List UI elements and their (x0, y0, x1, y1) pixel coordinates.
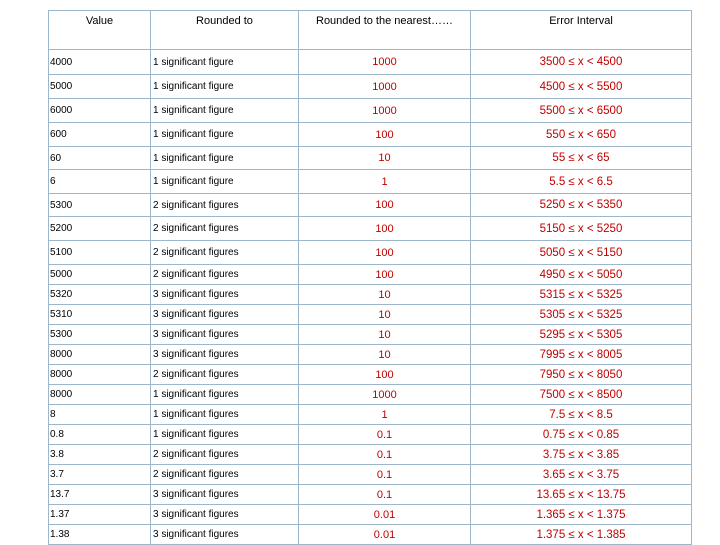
cell-value: 5300 (49, 194, 151, 217)
cell-rounded-to: 1 significant figure (151, 50, 299, 75)
table-row (49, 99, 692, 123)
cell-nearest: 0.01 (299, 505, 471, 525)
cell-nearest: 0.1 (299, 485, 471, 505)
cell-nearest: 100 (299, 123, 471, 147)
cell-value: 5200 (49, 217, 151, 241)
cell-rounded-to: 1 significant figure (151, 147, 299, 170)
cell-nearest: 0.1 (299, 445, 471, 465)
table-row (49, 241, 692, 265)
cell-rounded-to: 2 significant figures (151, 241, 299, 265)
cell-value: 5320 (49, 285, 151, 305)
cell-error-interval: 5315 ≤ x < 5325 (471, 285, 692, 305)
cell-error-interval: 13.65 ≤ x < 13.75 (471, 485, 692, 505)
cell-error-interval: 1.365 ≤ x < 1.375 (471, 505, 692, 525)
table-row (49, 425, 692, 445)
cell-nearest: 1000 (299, 50, 471, 75)
table-row (49, 485, 692, 505)
cell-error-interval: 5500 ≤ x < 6500 (471, 99, 692, 123)
cell-rounded-to: 1 significant figures (151, 425, 299, 445)
cell-value: 5100 (49, 241, 151, 265)
table-row (49, 170, 692, 194)
table-row (49, 50, 692, 75)
table-row (49, 305, 692, 325)
cell-rounded-to: 1 significant figure (151, 123, 299, 147)
header-rounded-to-nearest: Rounded to the nearest…… (299, 11, 471, 50)
cell-error-interval: 7950 ≤ x < 8050 (471, 365, 692, 385)
cell-value: 8 (49, 405, 151, 425)
cell-nearest: 0.1 (299, 425, 471, 445)
table-row (49, 365, 692, 385)
cell-nearest: 100 (299, 217, 471, 241)
cell-value: 4000 (49, 50, 151, 75)
table-row (49, 445, 692, 465)
cell-rounded-to: 2 significant figures (151, 445, 299, 465)
cell-error-interval: 55 ≤ x < 65 (471, 147, 692, 170)
table-row (49, 405, 692, 425)
cell-nearest: 1000 (299, 99, 471, 123)
cell-error-interval: 3500 ≤ x < 4500 (471, 50, 692, 75)
cell-error-interval: 1.375 ≤ x < 1.385 (471, 525, 692, 545)
cell-error-interval: 0.75 ≤ x < 0.85 (471, 425, 692, 445)
error-interval-table (48, 10, 692, 545)
cell-error-interval: 5295 ≤ x < 5305 (471, 325, 692, 345)
cell-error-interval: 550 ≤ x < 650 (471, 123, 692, 147)
cell-rounded-to: 2 significant figures (151, 365, 299, 385)
cell-error-interval: 3.65 ≤ x < 3.75 (471, 465, 692, 485)
cell-value: 3.8 (49, 445, 151, 465)
cell-value: 8000 (49, 365, 151, 385)
table-row (49, 194, 692, 217)
cell-nearest: 1 (299, 405, 471, 425)
cell-rounded-to: 1 significant figure (151, 99, 299, 123)
cell-error-interval: 7500 ≤ x < 8500 (471, 385, 692, 405)
table-body (49, 50, 692, 545)
cell-value: 13.7 (49, 485, 151, 505)
cell-value: 5000 (49, 75, 151, 99)
cell-error-interval: 5305 ≤ x < 5325 (471, 305, 692, 325)
cell-rounded-to: 3 significant figures (151, 345, 299, 365)
cell-value: 3.7 (49, 465, 151, 485)
table-row (49, 75, 692, 99)
cell-rounded-to: 3 significant figures (151, 285, 299, 305)
cell-value: 8000 (49, 385, 151, 405)
cell-rounded-to: 2 significant figures (151, 194, 299, 217)
header-row (49, 11, 692, 50)
table-row (49, 465, 692, 485)
cell-error-interval: 4500 ≤ x < 5500 (471, 75, 692, 99)
table-row (49, 265, 692, 285)
table-row (49, 285, 692, 305)
table-row (49, 217, 692, 241)
cell-error-interval: 5050 ≤ x < 5150 (471, 241, 692, 265)
cell-rounded-to: 3 significant figures (151, 325, 299, 345)
header-error-interval: Error Interval (471, 11, 692, 50)
cell-rounded-to: 1 significant figure (151, 75, 299, 99)
cell-error-interval: 7.5 ≤ x < 8.5 (471, 405, 692, 425)
cell-rounded-to: 2 significant figures (151, 217, 299, 241)
cell-value: 8000 (49, 345, 151, 365)
table-row (49, 385, 692, 405)
cell-value: 60 (49, 147, 151, 170)
cell-nearest: 100 (299, 265, 471, 285)
cell-rounded-to: 3 significant figures (151, 525, 299, 545)
cell-rounded-to: 1 significant figures (151, 385, 299, 405)
cell-error-interval: 3.75 ≤ x < 3.85 (471, 445, 692, 465)
table-row (49, 147, 692, 170)
cell-nearest: 10 (299, 325, 471, 345)
table-row (49, 525, 692, 545)
cell-rounded-to: 2 significant figures (151, 465, 299, 485)
cell-value: 1.38 (49, 525, 151, 545)
cell-nearest: 100 (299, 241, 471, 265)
cell-nearest: 1000 (299, 75, 471, 99)
cell-nearest: 100 (299, 194, 471, 217)
header-rounded-to: Rounded to (151, 11, 299, 50)
table-row (49, 345, 692, 365)
cell-nearest: 1 (299, 170, 471, 194)
cell-value: 5300 (49, 325, 151, 345)
cell-value: 600 (49, 123, 151, 147)
cell-rounded-to: 1 significant figure (151, 170, 299, 194)
cell-rounded-to: 3 significant figures (151, 305, 299, 325)
cell-error-interval: 5250 ≤ x < 5350 (471, 194, 692, 217)
cell-error-interval: 7995 ≤ x < 8005 (471, 345, 692, 365)
header-value: Value (49, 11, 151, 50)
cell-rounded-to: 3 significant figures (151, 485, 299, 505)
cell-nearest: 10 (299, 345, 471, 365)
cell-nearest: 10 (299, 285, 471, 305)
cell-nearest: 0.1 (299, 465, 471, 485)
cell-rounded-to: 3 significant figures (151, 505, 299, 525)
cell-value: 6000 (49, 99, 151, 123)
table-row (49, 505, 692, 525)
cell-rounded-to: 2 significant figures (151, 265, 299, 285)
cell-value: 5000 (49, 265, 151, 285)
cell-error-interval: 5150 ≤ x < 5250 (471, 217, 692, 241)
cell-nearest: 0.01 (299, 525, 471, 545)
cell-value: 5310 (49, 305, 151, 325)
cell-error-interval: 4950 ≤ x < 5050 (471, 265, 692, 285)
cell-value: 1.37 (49, 505, 151, 525)
cell-nearest: 10 (299, 147, 471, 170)
table-row (49, 325, 692, 345)
cell-error-interval: 5.5 ≤ x < 6.5 (471, 170, 692, 194)
cell-value: 6 (49, 170, 151, 194)
cell-value: 0.8 (49, 425, 151, 445)
cell-rounded-to: 1 significant figures (151, 405, 299, 425)
cell-nearest: 1000 (299, 385, 471, 405)
cell-nearest: 10 (299, 305, 471, 325)
cell-nearest: 100 (299, 365, 471, 385)
table-row (49, 123, 692, 147)
